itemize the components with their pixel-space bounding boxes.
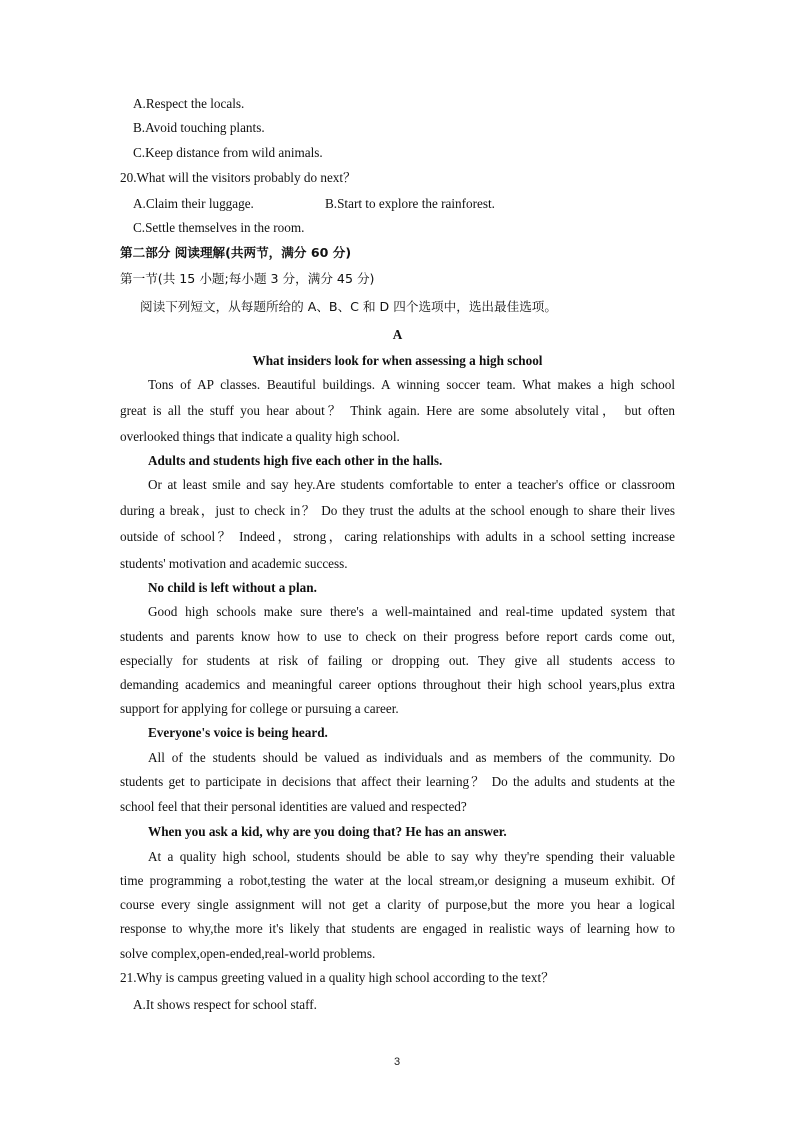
intro-line-2: great is all the stuff you hear about？ Think again. Here are some absolutely vital， but often — [120, 403, 675, 418]
s3-line-2: students get to participate in decisions that affect their learning？ Do the adults and students at the — [120, 774, 675, 789]
q19-option-c: C.Keep distance from wild animals. — [133, 145, 323, 160]
section-heading-1: Adults and students high five each other in the halls. — [148, 453, 443, 468]
q20-option-b: B.Start to explore the rainforest. — [325, 196, 495, 211]
passage-title: What insiders look for when assessing a high school — [252, 353, 543, 368]
intro-line-3: overlooked things that indicate a quality high school. — [120, 429, 400, 444]
q21-option-a: A.It shows respect for school staff. — [133, 997, 317, 1012]
s1-line-3: outside of school？ Indeed，strong，caring relationships with adults in a school setting increase — [120, 529, 675, 544]
q20-stem: 20.What will the visitors probably do next？ — [120, 170, 357, 185]
part2-heading: 第二部分 阅读理解(共两节，满分 60 分) — [120, 245, 352, 260]
s2-line-5: support for applying for college or pursuing a career. — [120, 701, 399, 716]
s4-line-3: course every single assignment will not get a clarity of purpose,but the more you hear a logical — [120, 897, 675, 912]
q19-option-a: A.Respect the locals. — [133, 96, 245, 111]
s2-line-2: students and parents know how to use to check on their progress before report cards come out, — [120, 629, 675, 644]
reading-instruction: 阅读下列短文，从每题所给的 A、B、C 和 D 四个选项中，选出最佳选项。 — [140, 299, 557, 314]
intro-line-1: Tons of AP classes. Beautiful buildings. A winning soccer team. What makes a high school — [148, 377, 675, 392]
passage-label: A — [392, 327, 403, 342]
section-heading-2: No child is left without a plan. — [148, 580, 317, 595]
q20-options-row — [133, 192, 688, 216]
s4-line-5: solve complex,open-ended,real-world problems. — [120, 946, 376, 961]
section-heading-4: When you ask a kid, why are you doing that? He has an answer. — [148, 824, 507, 839]
q20-option-a: A.Claim their luggage. — [133, 196, 254, 211]
s3-line-3: school feel that their personal identities are valued and respected? — [120, 799, 467, 814]
s4-line-4: response to why,the more it's likely that students are engaged in realistic ways of learning how to — [120, 921, 675, 936]
s4-line-1: At a quality high school, students should be able to say why they're spending their valuable — [148, 849, 675, 864]
s2-line-3: especially for students at risk of failing or dropping out. They give all students access to — [120, 653, 675, 668]
s3-line-1: All of the students should be valued as individuals and as members of the community. Do — [148, 750, 675, 765]
page-number: 3 — [393, 1056, 401, 1068]
section1-heading: 第一节(共 15 小题;每小题 3 分，满分 45 分) — [120, 271, 375, 286]
q21-stem: 21.Why is campus greeting valued in a quality high school according to the text？ — [120, 970, 555, 985]
s4-line-2: time programming a robot,testing the water at the local stream,or designing a museum exhibit. Of — [120, 873, 675, 888]
s1-line-1: Or at least smile and say hey.Are students comfortable to enter a teacher's office or classroom — [148, 477, 675, 492]
s2-line-4: demanding academics and meaningful career options throughout their high school years,plus extra — [120, 677, 675, 692]
q19-option-b: B.Avoid touching plants. — [133, 120, 265, 135]
s1-line-4: students' motivation and academic success. — [120, 556, 348, 571]
s1-line-2: during a break，just to check in？ Do they trust the adults at the school enough to share their lives — [120, 503, 675, 518]
q20-option-c: C.Settle themselves in the room. — [133, 220, 305, 235]
section-heading-3: Everyone's voice is being heard. — [148, 725, 328, 740]
s2-line-1: Good high schools make sure there's a well-maintained and real-time updated system that — [148, 604, 675, 619]
